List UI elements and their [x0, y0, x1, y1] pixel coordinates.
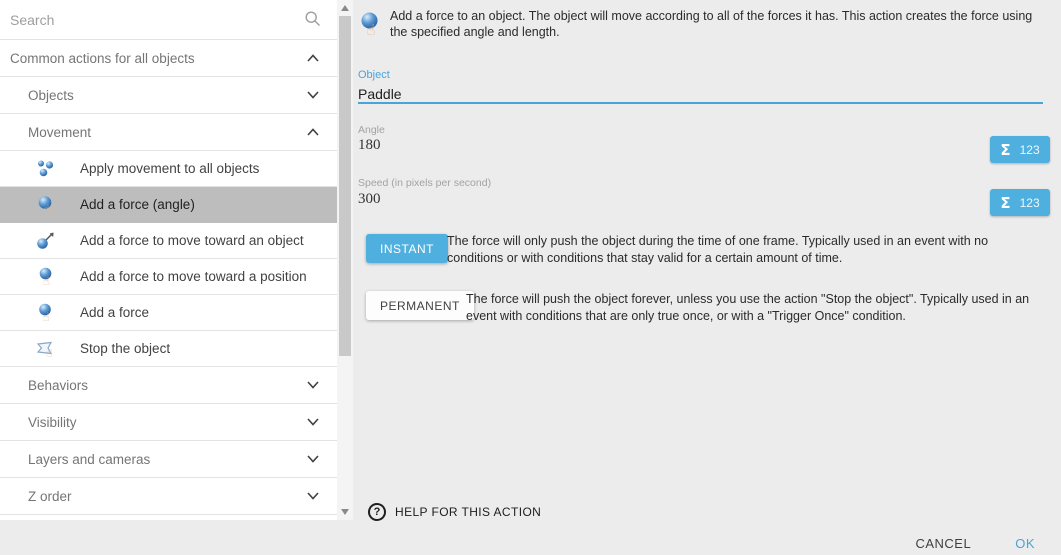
sidebar-scrollbar[interactable] — [337, 0, 353, 520]
numeric-123-icon: 123 — [1019, 142, 1040, 157]
sidebar-section-layers-cameras[interactable] — [0, 441, 337, 478]
cancel-button[interactable]: CANCEL — [915, 536, 972, 551]
instant-button[interactable]: INSTANT — [366, 234, 448, 263]
action-item-add-force-angle[interactable] — [0, 187, 337, 223]
force-toward-object-icon — [36, 231, 56, 251]
chevron-down-icon — [307, 455, 319, 463]
sigma-icon: Σ — [1000, 140, 1011, 159]
sigma-icon: Σ — [1000, 193, 1011, 212]
scroll-up-icon[interactable] — [341, 5, 349, 11]
help-label: HELP FOR THIS ACTION — [395, 505, 542, 519]
chevron-down-icon — [307, 492, 319, 500]
sidebar-group-common-actions[interactable] — [0, 40, 337, 77]
section-label: Objects — [28, 87, 74, 103]
help-icon: ? — [368, 503, 386, 521]
instant-description: The force will only push the object during the time of one frame. Typically used in an event with no conditions or with conditions that stay valid for a certain amount of time. — [447, 234, 989, 265]
object-field-value[interactable]: Paddle — [358, 86, 402, 102]
speed-field-label: Speed (in pixels per second) — [358, 177, 492, 189]
section-label: Z order — [28, 488, 72, 504]
svg-text:☝: ☝ — [46, 347, 53, 359]
speed-expression-button[interactable] — [990, 189, 1050, 216]
force-toward-position-icon — [36, 267, 56, 287]
svg-text:☝: ☝ — [42, 202, 50, 215]
sidebar-section-z-order[interactable] — [0, 478, 337, 515]
section-label: Visibility — [28, 414, 77, 430]
svg-text:☝: ☝ — [42, 309, 50, 323]
help-link[interactable] — [368, 503, 541, 521]
speed-field-value[interactable]: 300 — [358, 191, 381, 207]
action-label: Apply movement to all objects — [80, 161, 260, 176]
force-icon — [36, 195, 56, 215]
section-label: Layers and cameras — [28, 451, 151, 467]
action-item-stop-object[interactable] — [0, 331, 337, 367]
dialog-footer — [915, 536, 1035, 551]
object-field-underline — [358, 102, 1043, 104]
group-label: Common actions for all objects — [10, 50, 195, 66]
action-label: Add a force (angle) — [80, 197, 195, 212]
chevron-down-icon — [307, 418, 319, 426]
section-label: Behaviors — [28, 377, 89, 393]
action-label: Stop the object — [80, 341, 171, 356]
force-icon — [36, 303, 56, 323]
permanent-description: The force will push the object forever, unless you use the action "Stop the object". Typically used in an event with conditions that are only true once, or with a "Trigger Once" condition. — [466, 292, 1030, 323]
angle-field-value[interactable]: 180 — [358, 137, 381, 153]
section-label: Movement — [28, 124, 92, 140]
action-description: Add a force to an object. The object will move according to all of the forces it has. This action creates the force using the specified angle and length. — [390, 9, 1033, 39]
multi-force-icon — [36, 159, 56, 179]
sidebar-section-visibility[interactable] — [0, 404, 337, 441]
action-item-apply-movement[interactable] — [0, 151, 337, 187]
action-label: Add a force to move toward a position — [80, 269, 307, 284]
action-item-force-toward-object[interactable] — [0, 223, 337, 259]
chevron-down-icon — [307, 381, 319, 389]
chevron-down-icon — [307, 91, 319, 99]
permanent-button[interactable]: PERMANENT — [366, 291, 474, 320]
action-label: Add a force — [80, 305, 150, 320]
chevron-up-icon — [307, 128, 319, 136]
chevron-up-icon — [307, 54, 319, 62]
force-icon — [358, 11, 384, 37]
sidebar-section-movement[interactable] — [0, 114, 337, 151]
scrollbar-thumb[interactable] — [339, 16, 351, 356]
action-label: Add a force to move toward an object — [80, 233, 304, 248]
ok-button[interactable]: OK — [1015, 536, 1035, 551]
search-row — [0, 0, 337, 40]
numeric-123-icon: 123 — [1019, 195, 1040, 210]
stop-object-icon — [36, 339, 56, 359]
angle-expression-button[interactable] — [990, 136, 1050, 163]
actions-sidebar — [0, 0, 353, 520]
sidebar-section-objects[interactable] — [0, 77, 337, 114]
action-item-add-force[interactable] — [0, 295, 337, 331]
scroll-down-icon[interactable] — [341, 509, 349, 515]
search-input[interactable] — [0, 12, 290, 28]
action-item-force-toward-position[interactable] — [0, 259, 337, 295]
search-icon — [304, 10, 322, 28]
angle-field-label: Angle — [358, 124, 385, 136]
action-editor-panel — [353, 0, 1061, 555]
object-field-label: Object — [358, 69, 390, 81]
svg-text:☝: ☝ — [43, 273, 51, 287]
svg-text:☝: ☝ — [366, 21, 376, 37]
sidebar-section-behaviors[interactable] — [0, 367, 337, 404]
